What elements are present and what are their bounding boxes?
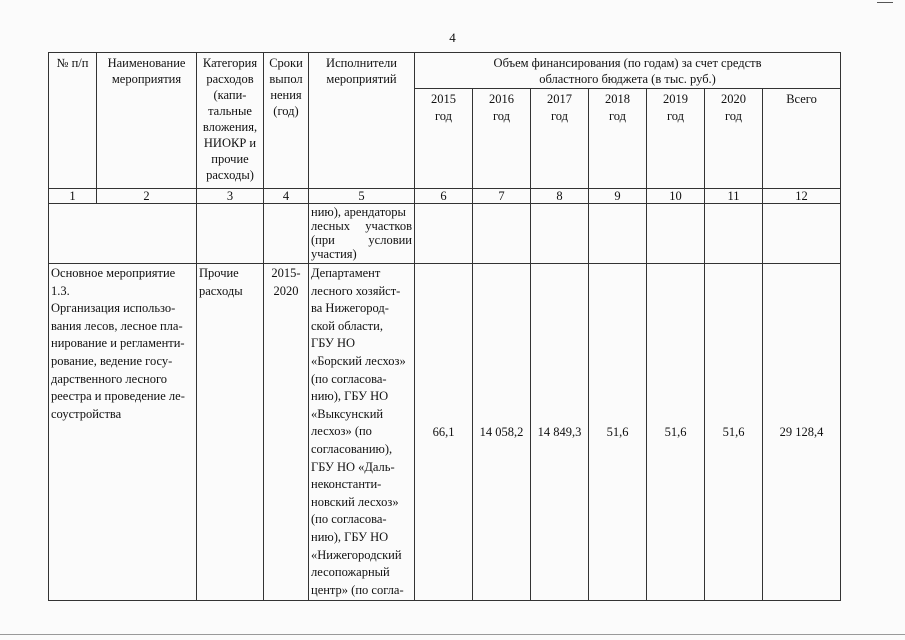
value-2018: 51,6 xyxy=(589,264,647,601)
header-row-1 xyxy=(49,53,841,89)
bottom-rule xyxy=(0,634,905,635)
header-year-2016: 2016 год xyxy=(473,89,531,189)
column-number: 10 xyxy=(647,189,705,204)
column-number: 8 xyxy=(531,189,589,204)
header-year-2017: 2017 год xyxy=(531,89,589,189)
header-year-2020: 2020 год xyxy=(705,89,763,189)
funding-table xyxy=(48,52,841,601)
column-number: 11 xyxy=(705,189,763,204)
value-total: 29 128,4 xyxy=(763,264,841,601)
column-number: 1 xyxy=(49,189,97,204)
header-terms: Сроки выпол нения (год) xyxy=(264,53,309,189)
header-no: № п/п xyxy=(49,53,97,189)
header-category: Категория расходов (капи- тальные вложения, НИОКР и прочие расходы) xyxy=(197,53,264,189)
column-number: 7 xyxy=(473,189,531,204)
event-category: Прочие расходы xyxy=(197,264,264,601)
column-number: 5 xyxy=(309,189,415,204)
event-executors: Департамент лесного хозяйст- ва Нижегород- ской области, ГБУ НО «Борский лесхоз» (по согласова- нию), ГБУ НО «Выксунский лесхоз» (по согласованию), ГБУ НО «Даль- неконстанти- новский лесхоз» (по согласова- нию), ГБУ НО «Нижегородский лесопожарный центр» (по согла- xyxy=(309,264,415,601)
header-name: Наименование мероприятия xyxy=(97,53,197,189)
main-row xyxy=(49,264,841,601)
column-numbers-row xyxy=(49,189,841,204)
column-number: 9 xyxy=(589,189,647,204)
header-executors: Исполнители мероприятий xyxy=(309,53,415,189)
header-year-2018: 2018 год xyxy=(589,89,647,189)
continuation-row xyxy=(49,204,841,264)
value-2020: 51,6 xyxy=(705,264,763,601)
header-funding: Объем финансирования (по годам) за счет средств областного бюджета (в тыс. руб.) xyxy=(415,53,841,89)
column-number: 12 xyxy=(763,189,841,204)
event-name: Основное мероприятие 1.3. Организация использо- вания лесов, лесное пла- нирование и регламенти- рование, ведение госу- дарственного лесного реестра и проведение ле- соустройства xyxy=(49,264,197,601)
value-2017: 14 849,3 xyxy=(531,264,589,601)
continuation-empty xyxy=(49,204,197,264)
header-year-2015: 2015 год xyxy=(415,89,473,189)
column-number: 3 xyxy=(197,189,264,204)
column-number: 6 xyxy=(415,189,473,204)
column-number: 4 xyxy=(264,189,309,204)
column-number: 2 xyxy=(97,189,197,204)
page-number: 4 xyxy=(449,30,456,45)
event-terms: 2015- 2020 xyxy=(264,264,309,601)
value-2019: 51,6 xyxy=(647,264,705,601)
value-2016: 14 058,2 xyxy=(473,264,531,601)
header-total: Всего xyxy=(763,89,841,189)
corner-mark xyxy=(877,2,893,3)
continuation-executors: нию), арендаторы лесных участков (при условии участия) xyxy=(309,204,415,264)
header-year-2019: 2019 год xyxy=(647,89,705,189)
value-2015: 66,1 xyxy=(415,264,473,601)
